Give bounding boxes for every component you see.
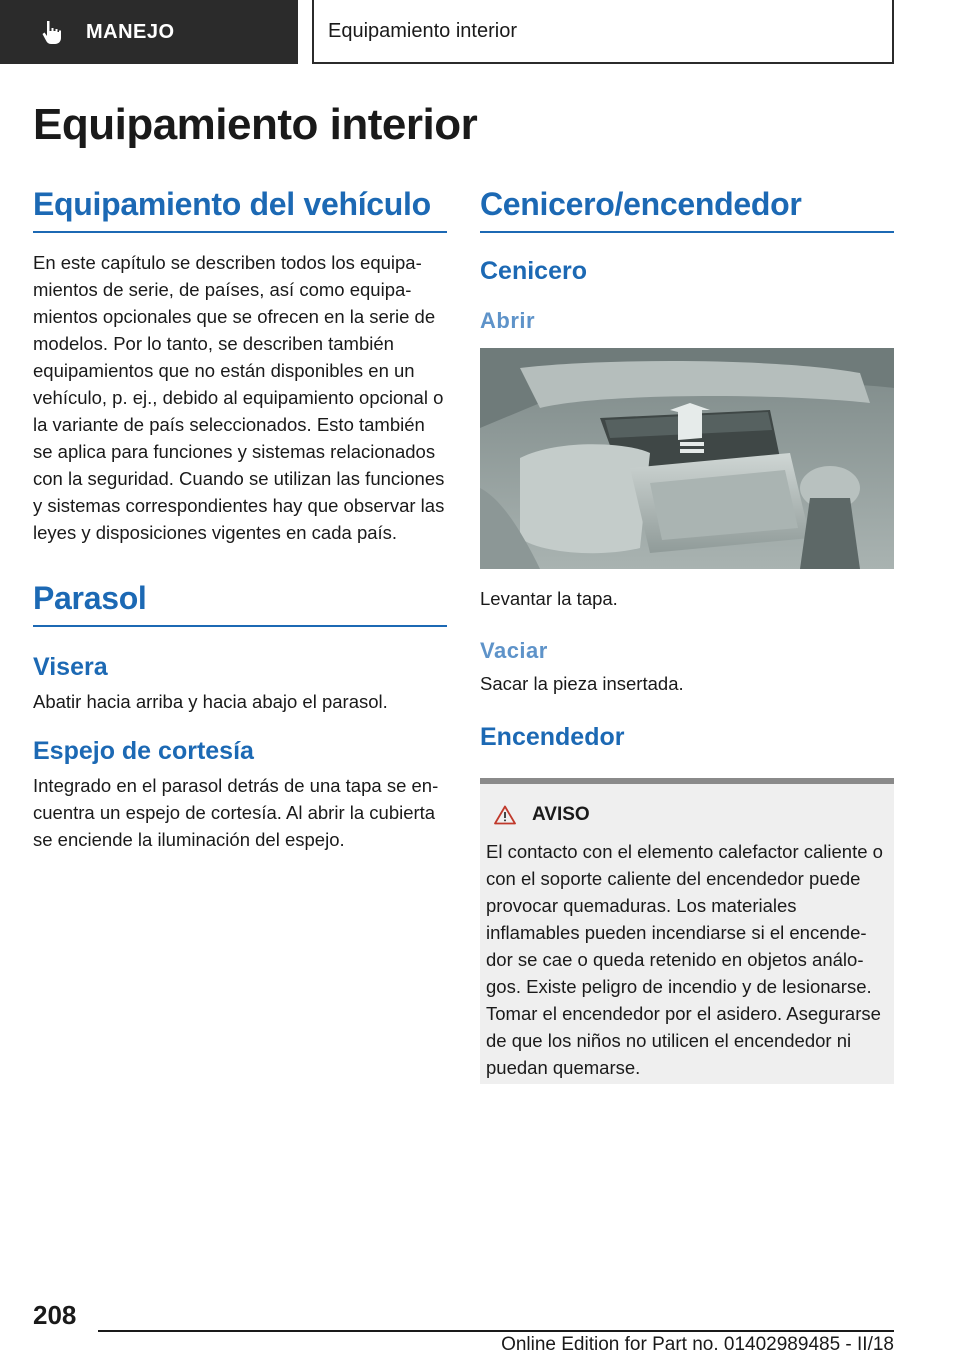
warning-triangle-icon <box>494 805 516 825</box>
footer-divider <box>98 1330 894 1332</box>
breadcrumb: Equipamiento interior <box>312 0 894 64</box>
heading-abrir: Abrir <box>480 308 536 333</box>
right-column <box>480 186 894 752</box>
vehicle-paragraph: En este capítulo se describen todos los equipamientos de serie, de países, así como equipamientos opcionales que se ofrecen en la serie de modelos. Por lo tanto, se describen también equipamientos que no están disponibles en un vehículo, p. ej., debido al equipamiento opcional o la variante de país seleccionados. Esto también se aplica para funciones y sistemas relacionados con la seguridad. Cuando se utilizan las funciones y sistemas correspondientes hay que observar las leyes y disposiciones vigentes en cada país. <box>33 252 445 543</box>
warning-box <box>480 778 894 1084</box>
chapter-label: MANEJO <box>86 20 175 43</box>
heading-parasol: Parasol <box>33 580 447 627</box>
vaciar-paragraph: Sacar la pieza insertada. <box>480 673 684 694</box>
heading-vaciar: Vaciar <box>480 638 548 663</box>
warning-text: El contacto con el elemento calefactor caliente o con el soporte caliente del encendedor puede provocar quemaduras. Los materiales inflamables pueden incendiarse si el encendedor se cae o queda retenido en objetos análogos. Existe peligro de incendio y de lesionarse. Tomar el encendedor por el asidero. Asegurarse de que los niños no utilicen el encendedor ni puedan quemarse. <box>486 841 883 1078</box>
heading-espejo-cortesia: Espejo de cortesía <box>33 737 254 765</box>
espejo-paragraph: Integrado en el parasol detrás de una tapa se encuentra un espejo de cortesía. Al abrir la cubierta se enciende la iluminación del espejo. <box>33 775 439 850</box>
heading-cenicero-encendedor: Cenicero/encendedor <box>480 186 894 233</box>
ashtray-photo <box>480 348 894 569</box>
abrir-paragraph: Levantar la tapa. <box>480 588 618 609</box>
heading-equipamiento-vehiculo: Equipamiento del vehículo <box>33 186 447 233</box>
visera-paragraph: Abatir hacia arriba y hacia abajo el parasol. <box>33 691 388 712</box>
edition-note: Online Edition for Part no. 01402989485 - II/18 <box>501 1334 894 1355</box>
heading-encendedor: Encendedor <box>480 723 625 751</box>
hand-pointer-icon <box>38 18 66 46</box>
warning-header <box>486 804 886 826</box>
chapter-tab <box>0 0 298 64</box>
warning-label: AVISO <box>532 804 590 825</box>
page-number: 208 <box>33 1300 77 1330</box>
heading-visera: Visera <box>33 653 108 681</box>
page-title: Equipamiento interior <box>33 100 478 149</box>
heading-cenicero: Cenicero <box>480 257 587 285</box>
left-column <box>33 186 447 853</box>
